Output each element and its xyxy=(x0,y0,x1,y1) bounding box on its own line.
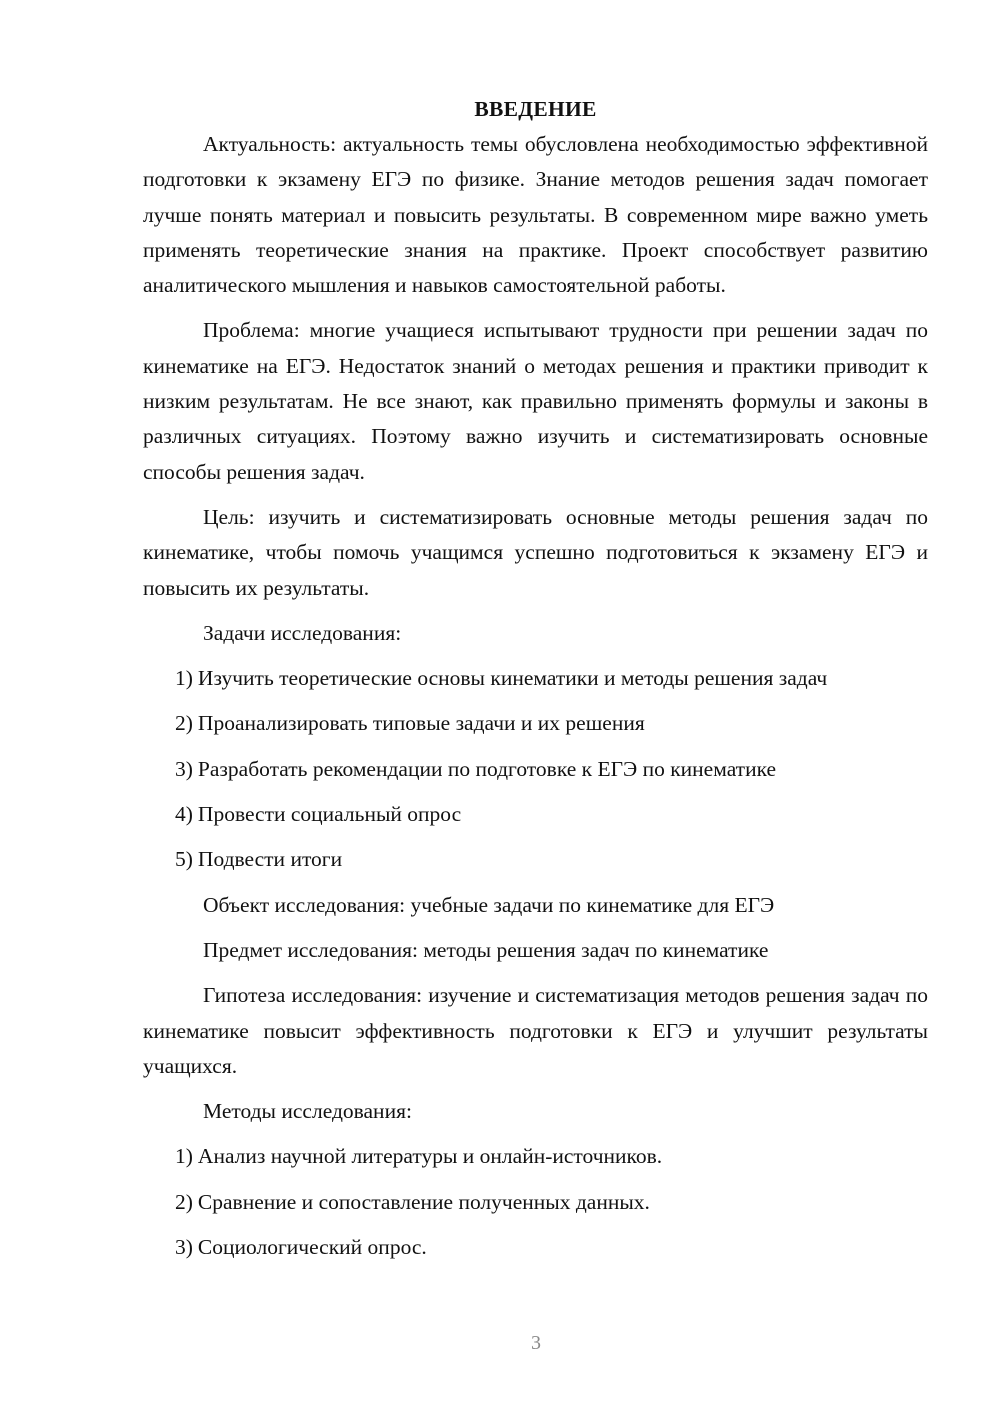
list-item xyxy=(143,706,928,741)
methods-list xyxy=(143,1139,928,1265)
methods-heading: Методы исследования: xyxy=(203,1099,412,1124)
list-item-text: Провести социальный опрос xyxy=(197,802,462,827)
list-item-number: 4) xyxy=(175,802,193,827)
list-item-text: Подвести итоги xyxy=(197,847,343,872)
relevance-paragraph: Актуальность: актуальность темы обусловлена необходимостью эффективной подготовки к экзамену ЕГЭ по физике. Знание методов решения задач помогает лучше понять материал и повысить результаты. В современном мире важно уметь применять теоретические знания на практике. Проект способствует развитию аналитического мышления и навыков самостоятельной работы. xyxy=(143,132,928,298)
list-item-text: Социологический опрос. xyxy=(197,1235,427,1260)
list-item xyxy=(143,797,928,832)
list-item xyxy=(143,1139,928,1174)
document-page xyxy=(143,92,928,1275)
list-item-text: Сравнение и сопоставление полученных данных. xyxy=(197,1189,650,1214)
list-item-number: 2) xyxy=(175,711,193,736)
tasks-heading: Задачи исследования: xyxy=(203,620,402,645)
list-item-number: 2) xyxy=(175,1189,193,1214)
list-item-text: Проанализировать типовые задачи и их решения xyxy=(197,711,645,736)
hypothesis-paragraph: Гипотеза исследования: изучение и систематизация методов решения задач по кинематике повысит эффективность подготовки к ЕГЭ и улучшит результаты учащихся. xyxy=(143,983,928,1078)
list-item-number: 5) xyxy=(175,847,193,872)
goal-paragraph: Цель: изучить и систематизировать основные методы решения задач по кинематике, чтобы помочь учащимся успешно подготовиться к экзамену ЕГЭ и повысить их результаты. xyxy=(143,504,928,600)
subject-paragraph: Предмет исследования: методы решения задач по кинематике xyxy=(203,937,769,962)
list-item xyxy=(143,842,928,877)
list-item-text: Разработать рекомендации по подготовке к ЕГЭ по кинематике xyxy=(197,756,777,781)
list-item-number: 1) xyxy=(175,666,193,691)
list-item-number: 3) xyxy=(175,756,193,781)
tasks-list xyxy=(143,661,928,877)
list-item-number: 3) xyxy=(175,1235,193,1260)
problem-paragraph: Проблема: многие учащиеся испытывают трудности при решении задач по кинематике на ЕГЭ. Недостаток знаний о методах решения и практики приводит к низким результатам. Не все знают, как правильно применять формулы и законы в различных ситуациях. Поэтому важно изучить и систематизировать основные способы решения задач. xyxy=(143,318,928,484)
list-item-text: Изучить теоретические основы кинематики и методы решения задач xyxy=(197,666,828,691)
list-item xyxy=(143,661,928,696)
section-title: ВВЕДЕНИЕ xyxy=(474,97,597,121)
list-item-text: Анализ научной литературы и онлайн-источников. xyxy=(197,1144,663,1169)
list-item xyxy=(143,752,928,787)
page-number: 3 xyxy=(531,1332,541,1354)
list-item xyxy=(143,1185,928,1220)
list-item-number: 1) xyxy=(175,1144,193,1169)
list-item xyxy=(143,1230,928,1265)
object-paragraph: Объект исследования: учебные задачи по кинематике для ЕГЭ xyxy=(203,892,775,917)
